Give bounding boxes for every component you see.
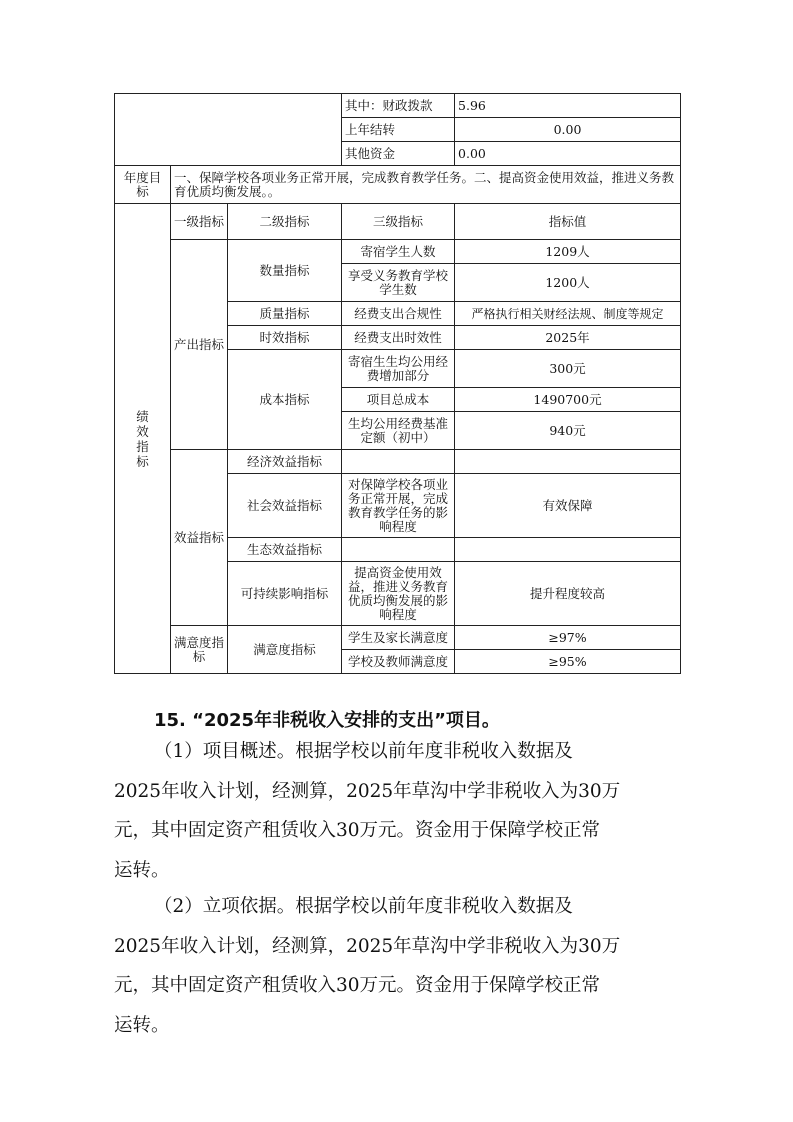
paragraph-line: 2025年收入计划，经测算，2025年草沟中学非税收入为30万	[114, 780, 621, 802]
paragraph-line: 运转。	[114, 1014, 170, 1036]
indicator-name: 学生及家长满意度	[342, 626, 455, 650]
header-value: 指标值	[455, 204, 681, 240]
economic-label: 经济效益指标	[228, 450, 342, 474]
indicator-value: 有效保障	[455, 474, 681, 538]
output-label: 产出指标	[171, 240, 228, 450]
benefit-label: 效益指标	[171, 450, 228, 626]
indicator-value: 提升程度较高	[455, 562, 681, 626]
paragraph-line: （1）项目概述。根据学校以前年度非税收入数据及	[154, 741, 573, 762]
indicator-section-label: 绩效指标	[115, 204, 171, 674]
indicator-value: 2025年	[455, 326, 681, 350]
indicator-name	[342, 538, 455, 562]
satisfaction-label: 满意度指标	[171, 626, 228, 674]
paragraph-line: 运转。	[114, 859, 170, 881]
budget-value: 0.00	[455, 142, 681, 166]
table-row	[115, 626, 681, 650]
indicator-name: 经费支出时效性	[342, 326, 455, 350]
indicator-value: 1200人	[455, 264, 681, 302]
indicator-value: 1490700元	[455, 388, 681, 412]
budget-blank-cell	[115, 94, 342, 166]
timeliness-label: 时效指标	[228, 326, 342, 350]
table-row	[115, 204, 681, 240]
budget-label: 其他资金	[342, 142, 455, 166]
goal-text: 一、保障学校各项业务正常开展，完成教育教学任务。二、提高资金使用效益，推进义务教育优质均衡发展。。	[171, 166, 681, 204]
indicator-value: ≥95%	[455, 650, 681, 674]
sustainable-label: 可持续影响指标	[228, 562, 342, 626]
indicator-name: 生均公用经费基准定额（初中）	[342, 412, 455, 450]
paragraph-basis	[114, 887, 680, 1045]
satisfaction-sub-label: 满意度指标	[228, 626, 342, 674]
indicator-name	[342, 450, 455, 474]
table-row	[115, 94, 681, 118]
social-label: 社会效益指标	[228, 474, 342, 538]
indicator-name: 提高资金使用效益，推进义务教育优质均衡发展的影响程度	[342, 562, 455, 626]
indicator-value: ≥97%	[455, 626, 681, 650]
performance-table	[114, 93, 681, 674]
quality-label: 质量指标	[228, 302, 342, 326]
budget-label: 上年结转	[342, 118, 455, 142]
cost-label: 成本指标	[228, 350, 342, 450]
section-heading: 15. “2025年非税收入安排的支出”项目。	[154, 710, 500, 731]
goal-label: 年度目标	[115, 166, 171, 204]
indicator-name: 对保障学校各项业务正常开展，完成教育教学任务的影响程度	[342, 474, 455, 538]
paragraph-line: （2）立项依据。根据学校以前年度非税收入数据及	[154, 896, 573, 917]
table-row	[115, 450, 681, 474]
indicator-value: 1209人	[455, 240, 681, 264]
budget-value: 5.96	[455, 94, 681, 118]
paragraph-line: 元，其中固定资产租赁收入30万元。资金用于保障学校正常	[114, 975, 601, 996]
indicator-value: 严格执行相关财经法规、制度等规定	[455, 302, 681, 326]
indicator-name: 享受义务教育学校学生数	[342, 264, 455, 302]
header-level1: 一级指标	[171, 204, 228, 240]
indicator-value: 300元	[455, 350, 681, 388]
paragraph-overview	[114, 732, 680, 890]
quantity-label: 数量指标	[228, 240, 342, 302]
header-level2: 二级指标	[228, 204, 342, 240]
indicator-name: 寄宿学生人数	[342, 240, 455, 264]
budget-label: 其中：财政拨款	[342, 94, 455, 118]
indicator-name: 寄宿生生均公用经费增加部分	[342, 350, 455, 388]
budget-value: 0.00	[455, 118, 681, 142]
indicator-value: 940元	[455, 412, 681, 450]
table-row	[115, 166, 681, 204]
indicator-name: 项目总成本	[342, 388, 455, 412]
paragraph-line: 元，其中固定资产租赁收入30万元。资金用于保障学校正常	[114, 820, 601, 841]
table-row	[115, 240, 681, 264]
paragraph-line: 2025年收入计划，经测算，2025年草沟中学非税收入为30万	[114, 935, 621, 957]
indicator-value	[455, 538, 681, 562]
ecological-label: 生态效益指标	[228, 538, 342, 562]
indicator-name: 经费支出合规性	[342, 302, 455, 326]
header-level3: 三级指标	[342, 204, 455, 240]
indicator-name: 学校及教师满意度	[342, 650, 455, 674]
indicator-value	[455, 450, 681, 474]
